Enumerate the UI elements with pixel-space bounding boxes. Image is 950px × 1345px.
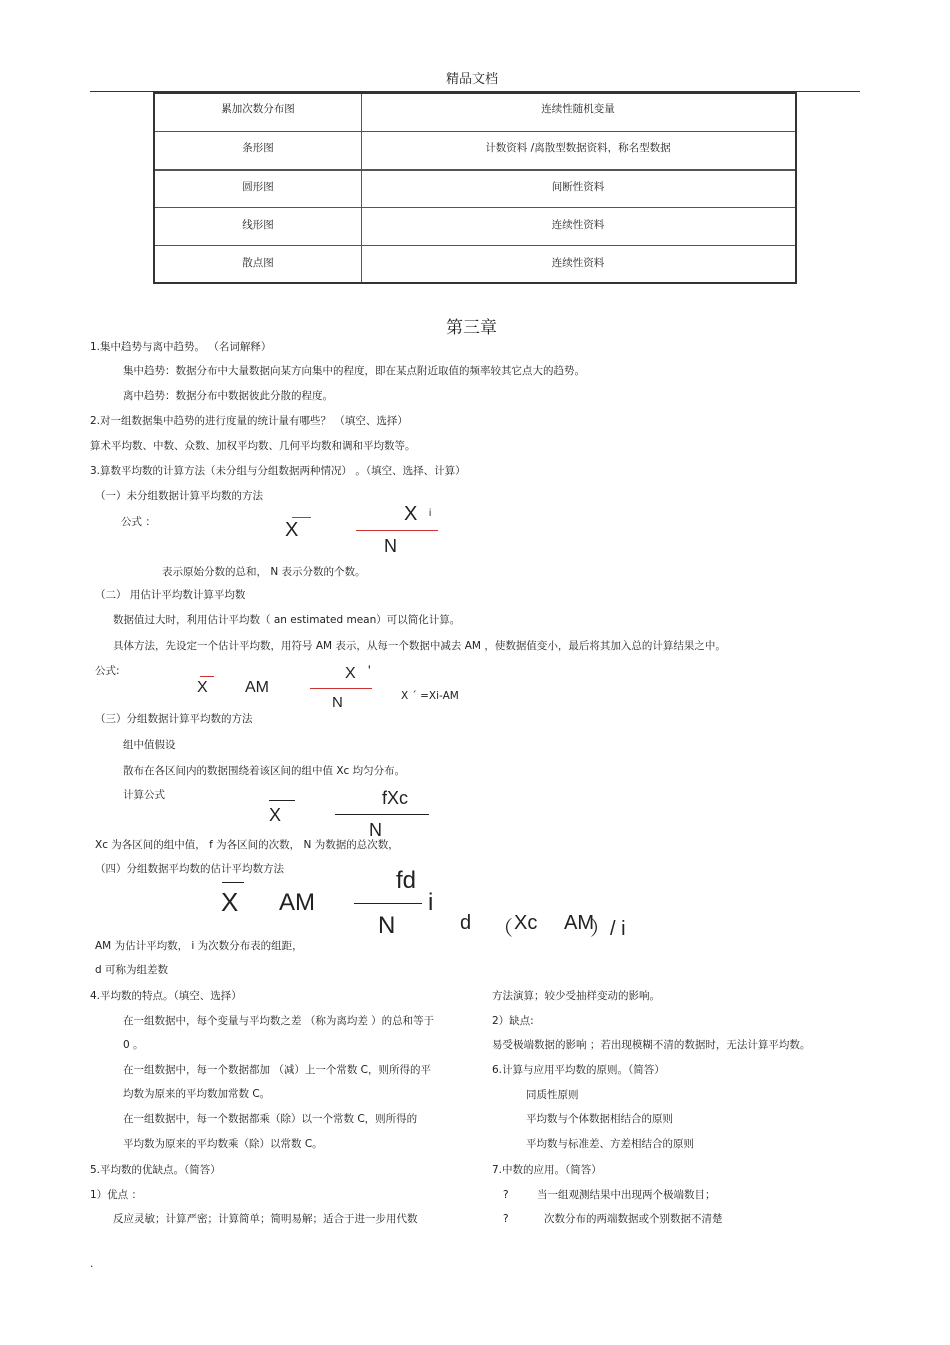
formula-denominator: N [384,536,397,556]
q5-cons-line: 易受极端数据的影响 ；若出现模糊不清的数据时，无法计算平均数。 [492,1039,811,1051]
q7-bullet: ? [503,1213,509,1225]
formula-symbol: X [269,805,282,825]
q4-line: 在一组数据中，每个变量与平均数之差 （称为离均差 ）的总和等于 [123,1015,435,1027]
table-cell-chart: 累加次数分布图 [221,103,295,115]
q7-title: 7.中数的应用。（简答） [492,1164,602,1176]
q6-item: 同质性原则 [526,1089,579,1101]
q3-s1-formula-label: 公式 ： [121,516,156,528]
formula-i: i [428,889,434,916]
table-cell-data: 连续性资料 [551,219,605,231]
q1-answer-a: 集中趋势：数据分布中大量数据向某方向集中的程度，即在某点附近取值的频率较其它点大的趋势。 [123,365,585,377]
q3-s2-formula-label: 公式: [95,665,120,677]
q3-s1-note: 表示原始分数的总和， N 表示分数的个数。 [162,566,366,578]
q3-s3-p2: 散布在各区间内的数据围绕着该区间的组中值 Xc 均匀分布。 [123,765,406,777]
q2-title: 2.对一组数据集中趋势的进行度量的统计量有哪些？ （填空、选择） [90,415,408,427]
q3-s2-p2: 具体方法，先设定一个估计平均数，用符号 AM 表示，从每一个数据中减去 AM ，使数据值变小，最后将其加入总的计算结果之中。 [113,640,726,652]
formula-numerator: X [404,503,418,525]
q6-item: 平均数与标准差、方差相结合的原则 [526,1138,694,1150]
q3-s2-p1: 数据值过大时，利用估计平均数（ an estimated mean）可以简化计算。 [113,614,461,626]
table-row-divider [155,169,795,171]
q3-s2-title: （二） 用估计平均数计算平均数 [95,589,246,601]
formula-xc: Xc [514,912,538,934]
chart-type-table [153,92,797,284]
formula-close: ）/ i [590,918,626,940]
formula-denominator: N [332,694,343,711]
formula-numerator: fd [396,867,417,894]
table-row-divider [155,131,795,132]
q6-title: 6.计算与应用平均数的原则。（简答） [492,1064,665,1076]
q5-cons-label: 2）缺点: [492,1015,534,1027]
formula-note: X ´ =Xi-AM [401,690,459,702]
q3-s3-p1: 组中值假设 [123,739,176,751]
q7-item: 次数分布的两端数据或个别数据不清楚 [544,1213,723,1225]
table-cell-chart: 条形图 [242,142,274,154]
formula-numerator: X [345,665,356,682]
formula-bar [269,800,295,801]
table-cell-chart: 散点图 [242,257,274,269]
table-cell-data: 间断性资料 [551,181,605,193]
q5-pros-label: 1）优点 ： [90,1189,143,1201]
table-cell-data: 连续性随机变量 [541,103,615,115]
formula-d: d [460,912,472,934]
q3-s4-note2: d 可称为组差数 [95,964,169,976]
formula-denominator: N [378,912,396,939]
page-header-title: 精品文档 [446,72,499,87]
q7-item: 当一组观测结果中出现两个极端数目； [537,1189,716,1201]
formula-bar [222,882,244,883]
formula-prime: ' [368,662,371,678]
q7-bullet: ? [503,1189,509,1201]
q3-s4-note1: AM 为估计平均数， i 为次数分布表的组距， [95,940,303,952]
formula-symbol: X [197,679,208,696]
q4-line: 平均数为原来的平均数乘（除）以常数 C。 [123,1138,323,1150]
q5-title: 5.平均数的优缺点。（简答） [90,1164,221,1176]
q4-line: 均数为原来的平均数加常数 C。 [123,1088,271,1100]
formula-open-paren: （ [493,918,513,940]
formula-fraction-line [310,688,372,689]
table-row-divider [155,245,795,246]
formula-subscript: i [429,508,432,519]
formula-denominator: N [369,820,382,840]
q3-s1-title: （一）未分组数据计算平均数的方法 [95,490,263,502]
q4-line: 0 。 [123,1039,144,1051]
q3-s3-formula-label: 计算公式 [123,789,165,801]
formula-fraction-line [354,903,422,904]
q3-s3-title: （三）分组数据计算平均数的方法 [95,713,253,725]
formula-am: AM [564,912,594,934]
formula-symbol: X [221,887,239,917]
q4-title: 4.平均数的特点。（填空、选择） [90,990,242,1002]
q2-answer: 算术平均数、中数、众数、加权平均数、几何平均数和调和平均数等。 [90,440,416,452]
formula-bar [292,517,311,518]
q3-s4-title: （四）分组数据平均数的估计平均数方法 [95,863,284,875]
formula-am: AM [279,889,315,916]
formula-symbol: X [285,519,299,541]
q3-title: 3.算数平均数的计算方法（未分组与分组数据两种情况） 。（填空、选择、计算） [90,465,466,477]
q1-title: 1.集中趋势与离中趋势。 （名词解释） [90,341,272,353]
q1-answer-b: 离中趋势：数据分布中数据彼此分散的程度。 [123,390,333,402]
q4-line: 在一组数据中，每一个数据都乘（除）以一个常数 C，则所得的 [123,1113,418,1125]
formula-fraction-line [335,814,429,815]
footer-dot: . [90,1258,94,1270]
q5-pros-line: 反应灵敏；计算严密；计算简单；简明易解；适合于进一步用代数 [113,1213,418,1225]
table-cell-chart: 线形图 [242,219,274,231]
formula-numerator: fXc [382,788,409,808]
formula-am: AM [245,679,269,696]
table-cell-data: 计数资料 /离散型数据资料，称名型数据 [485,142,671,154]
formula-fraction-line [356,530,438,531]
table-cell-chart: 圆形图 [242,181,274,193]
q4-line: 在一组数据中，每一个数据都加 （减）上一个常数 C，则所得的平 [123,1064,432,1076]
q6-item: 平均数与个体数据相结合的原则 [526,1113,673,1125]
table-cell-data: 连续性资料 [551,257,605,269]
formula-bar [200,676,214,677]
q3-s3-note: Xc 为各区间的组中值， f 为各区间的次数， N 为数据的总次数， [95,839,399,851]
chapter-title: 第三章 [446,318,497,338]
q5-pros-line: 方法演算；较少受抽样变动的影响。 [492,990,660,1002]
table-row-divider [155,207,795,208]
